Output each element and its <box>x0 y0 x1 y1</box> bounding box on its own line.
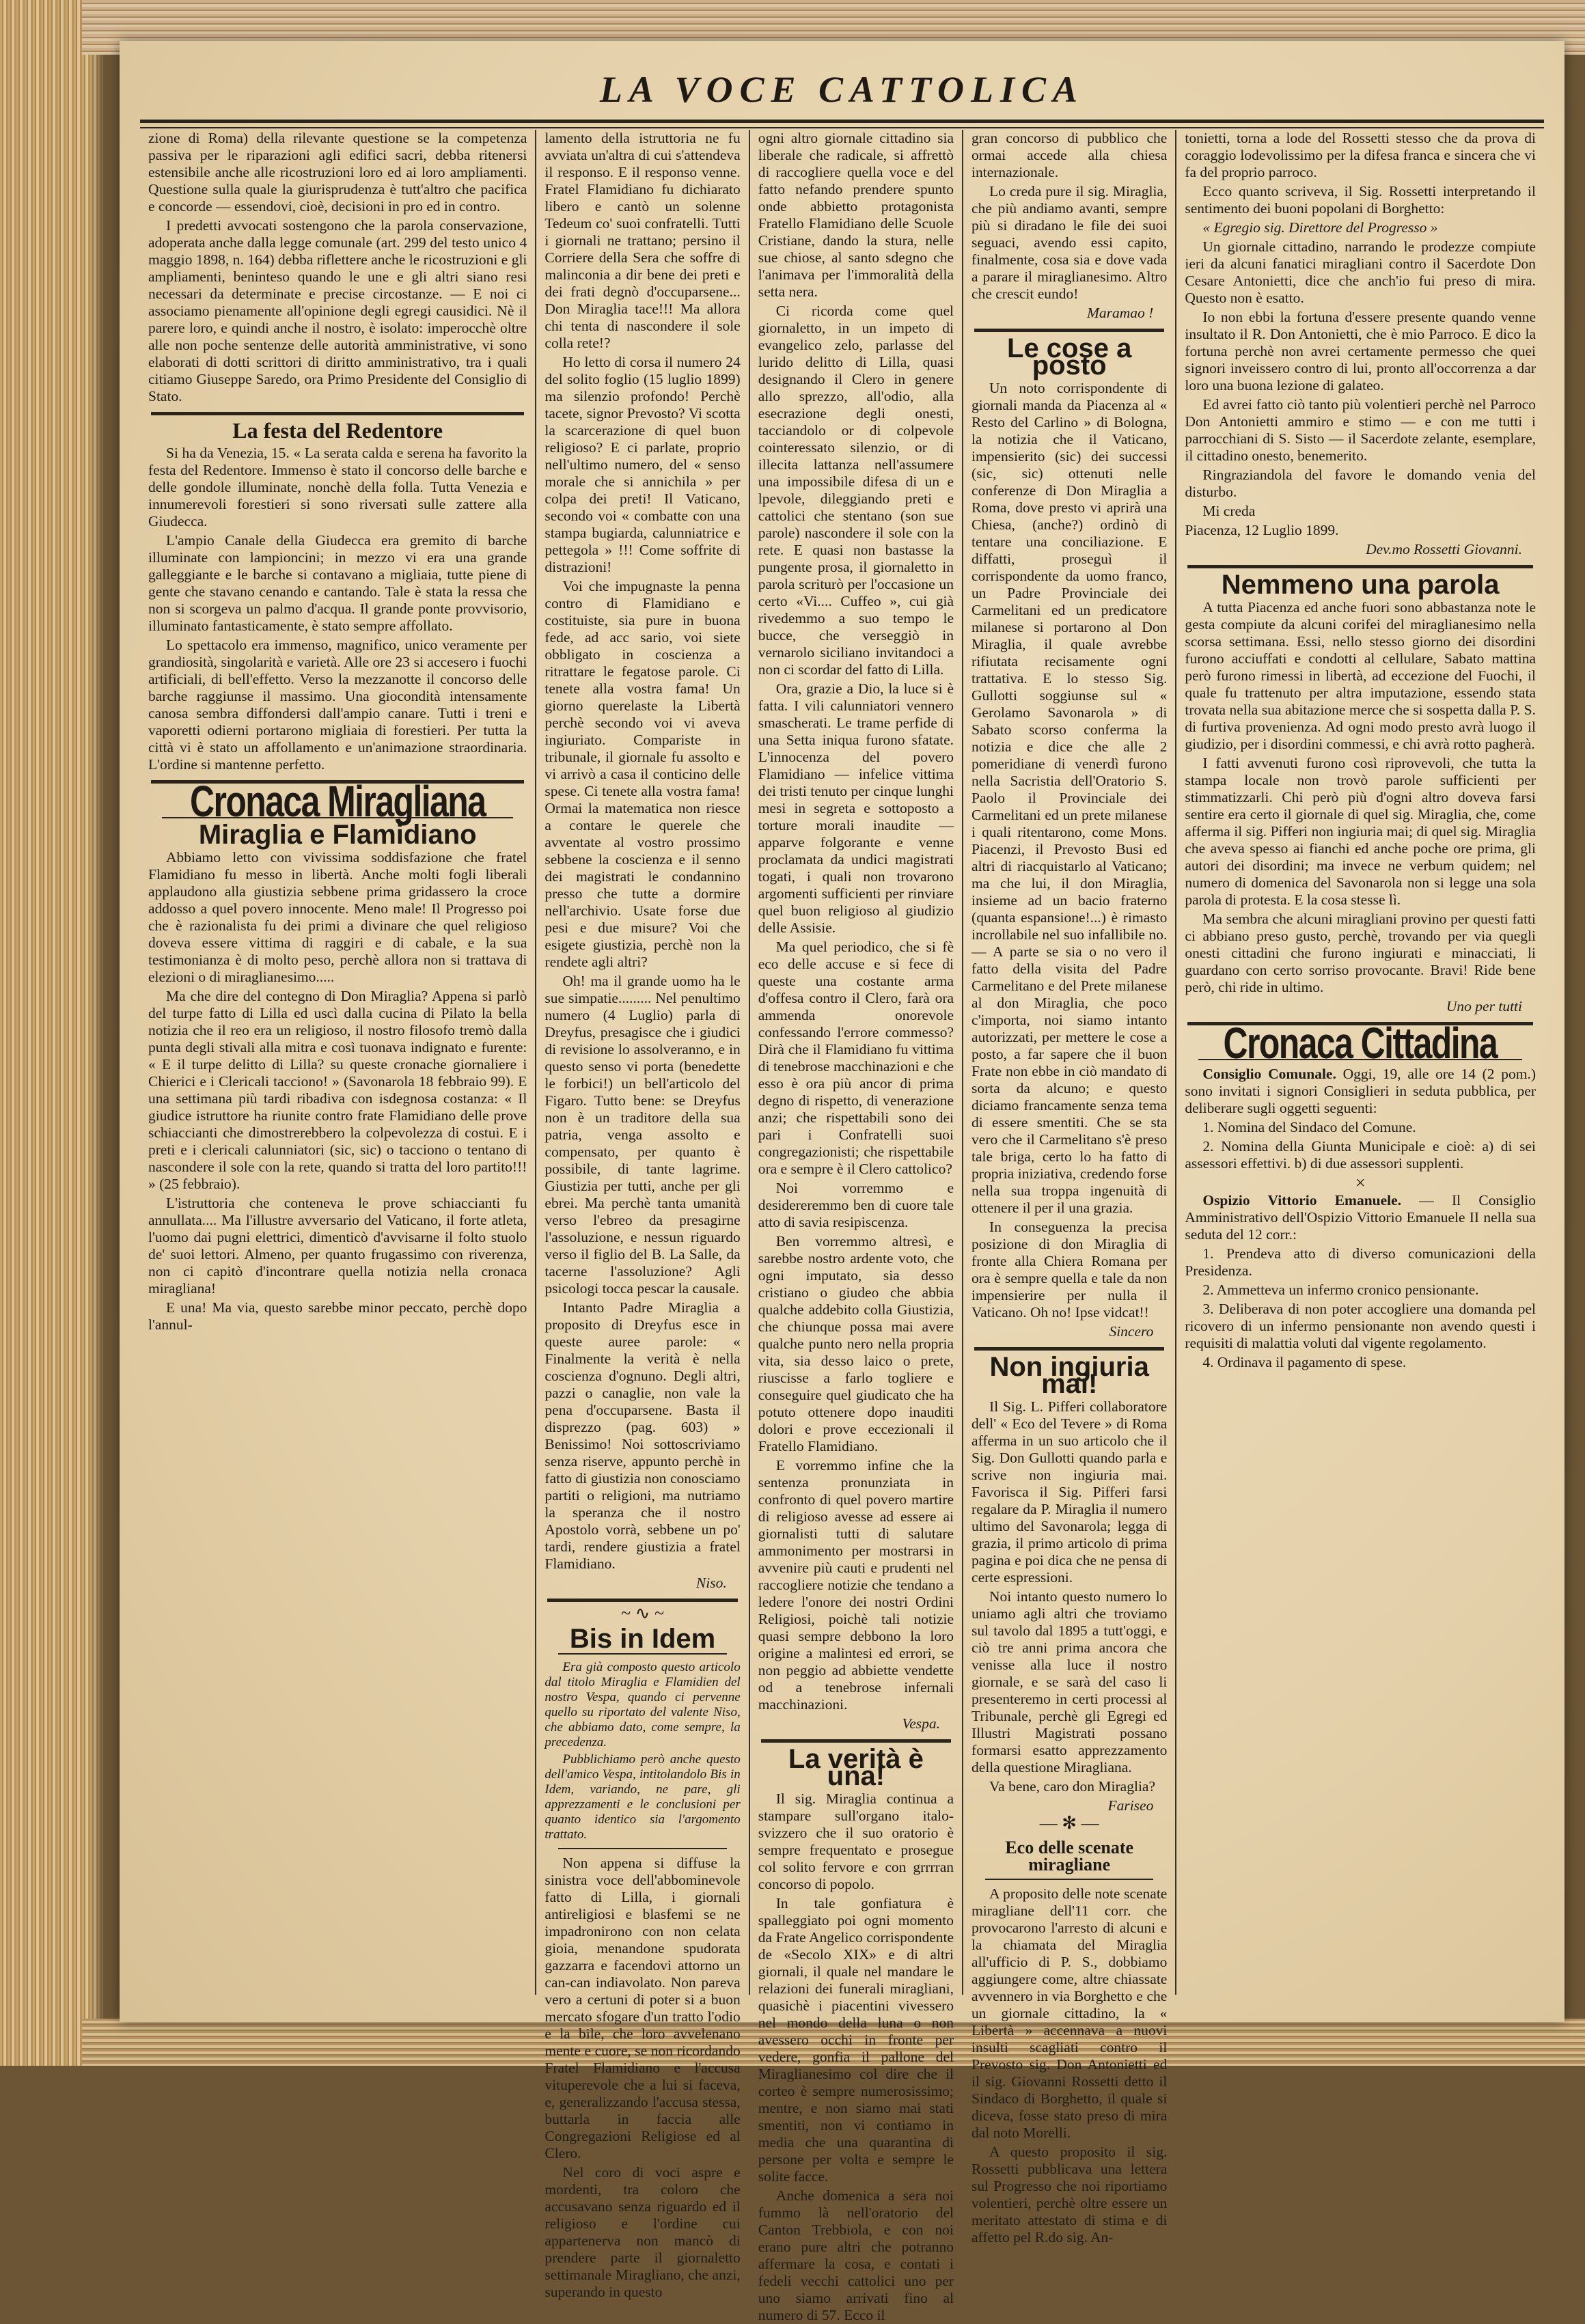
paragraph: E vorremmo infine che la sentenza pronunziata in confronto di quel povero martire di religioso avesse ad essere ai giornalisti tutti di salutare ammonimento per mostrarsi in avvenire più cauti e prudenti nel raccogliere notizie che tendano a ledere l'onore dei nostri Ordini Religiosi, poichè tali notizie quasi sempre debbono la loro origine a malintesi ed errori, se non peggio ad abbiette vendette od a tenebrose infernali macchinazioni. <box>758 1457 954 1713</box>
section-heading: Cronaca Cittadina <box>1223 1019 1498 1068</box>
paragraph: Io non ebbi la fortuna d'essere presente quando venne insultato il R. Don Antonietti, che è mio Parroco. E dico la fortuna perchè non avrei certamente permesso che quei signori inveissero contro di lui, pronto all'occorrenza a dar loro una buona lezione di galateo. <box>1185 309 1536 393</box>
cross-separator: × <box>1355 1173 1366 1193</box>
paragraph: Va bene, caro don Miraglia? <box>989 1778 1155 1795</box>
paragraph: tonietti, torna a lode del Rossetti stesso che da prova di coraggio lodevolissimo per la difesa franca e sincera che vi fa del proprio parroco. <box>1185 130 1536 180</box>
column-2 <box>535 130 748 2300</box>
paragraph: A proposito delle note scenate miragliane dell'11 corr. che provocarono l'arresto di alcuni e la chiamata del Miraglia all'ufficio di P. S., dobbiamo aggiungere come, altre chiassate avvennero in via Borghetto e che un giornale cittadino, la « Libertà » accennava a nuovi insulti scagliati contro il Prevosto sig. Don Antonietti ed il sig. Giovanni Rossetti detto il Sindaco di Borghetto, il quale si diceva, fosse stato preso di mira dal noto Morelli. <box>971 1885 1168 2141</box>
masthead-title: LA VOCE CATTOLICA <box>599 69 1085 110</box>
paragraph: Si ha da Venezia, 15. « La serata calda e serena ha favorito la festa del Redentore. Immenso è stato il concorso delle barche e delle gondole illuminate, nonchè della folla. Tutta Venezia e innumerevoli forestieri si sono riversati sulle zattere alla Giudecca. <box>148 445 527 529</box>
signature: Niso. <box>695 1575 727 1591</box>
signature: Uno per tutti <box>1446 998 1522 1014</box>
article-heading: Eco delle scenate miragliane <box>1005 1838 1134 1875</box>
divider <box>547 1599 737 1602</box>
list-item: 1. Prendeva atto di diverso comunicazioni della Presidenza. <box>1185 1245 1536 1279</box>
paragraph: A tutta Piacenza ed anche fuori sono abbastanza note le gesta compiute da alcuni corifei del miraglianesimo nella scorsa settimana. Essi, nello stesso giorno dei disordini furono acciuffati e condotti al cellulare, Sabato mattina però furono rimessi in libertà, ad eccezione del Fuochi, il quale fu trattenuto per altra imputazione, essendo stata trovata nella sua abitazione merce che si sospetta dalla P. S. di furtiva provenienza. Ad ogni modo presto avrà luogo il giudizio, per i disordini commessi, e chi avrà rotto pagherà. <box>1185 599 1536 752</box>
paragraph: gran concorso di pubblico che ormai accede alla chiesa internazionale. <box>971 130 1168 180</box>
paragraph: L'istruttoria che conteneva le prove schiaccianti fu annullata.... Ma l'illustre avversario del Vaticano, il forte atleta, l'uomo dai pugni elettrici, dimenticò d'avvisarne il folto stuolo de' suoi lettori. Almeno, per quanto frugassimo con riverenza, non ci capitò d'incontrare quella notizia nella cronaca miragliana! <box>148 1195 527 1297</box>
paragraph <box>1185 1192 1536 1243</box>
paragraph: Il Sig. L. Pifferi collaboratore dell' « Eco del Tevere » di Roma afferma in un suo articolo che il Sig. Don Gullotti quando parla e scrive non ingiuria mai. Favorisca il Sig. Pifferi farsi regalare da P. Miraglia il numero ultimo del Savonarola; legga di grazia, il primo articolo di prima pagina e poi dica che ne pensa di certe espressioni. <box>971 1398 1168 1586</box>
dateline: Piacenza, 12 Luglio 1899. <box>1185 522 1339 538</box>
article-heading: Nemmeno una parola <box>1221 570 1500 600</box>
paragraph: zione di Roma) della rilevante questione se la competenza passiva per le riparazioni agli edifici sacri, debba ritenersi estensibile anche alle ricostruzioni loro ed ai loro ampliamenti. Questione sulla quale la giurisprudenza è tutt'altro che pacifica e concorde — essendovi, cioè, decisioni in pro ed in contro. <box>148 130 527 215</box>
letter-salutation: « Egregio sig. Direttore del Progresso » <box>1202 219 1438 236</box>
list-item: 1. Nomina del Sindaco del Comune. <box>1202 1119 1416 1135</box>
paragraph <box>1185 1066 1536 1117</box>
divider <box>974 1347 1164 1351</box>
paragraph: Nel coro di voci aspre e mordenti, tra coloro che accusavano senza riguardo ed il religioso e l'ordine cui appartenerva non mancò di prendere parte il giornaletto settimanale Miragliano, che anzi, superando in questo <box>545 2164 741 2300</box>
divider <box>151 412 524 415</box>
signature: Vespa. <box>902 1715 941 1732</box>
signature: Sincero <box>1109 1323 1154 1340</box>
list-item: 4. Ordinava il pagamento di spese. <box>1202 1354 1407 1370</box>
paragraph: Lo creda pure il sig. Miraglia, che più andiamo avanti, sempre più si diradano le file dei suoi seguaci, avendo essi capito, finalmente, cosa sia e dove vada a parare il miraglianesimo. Altro che crescit eundo! <box>971 183 1168 302</box>
list-item: 3. Deliberava di non poter accogliere una domanda pel ricovero di un infermo pensionante non avendo questi i requisiti di malattia voluti dal vigente regolamento. <box>1185 1301 1536 1351</box>
article-heading: La festa del Redentore <box>232 418 443 443</box>
paragraph: lamento della istruttoria ne fu avviata un'altra di cui s'attendeva il responso. E il responso venne. Fratel Flamidiano fu dichiarato libero e cantò un solenne Tedeum co' suoi confratelli. Tutti i giornali ne trattano; persino il Corriere della Sera che soffre di malinconia a dir bene dei preti e dei frati degnò d'occuparsene... Don Miraglia tace!!! Ma allora chi tenta di nascondere il sole colla rete!? <box>545 130 741 351</box>
paragraph: Ecco quanto scriveva, il Sig. Rossetti interpretando il sentimento dei buoni popolani di Borghetto: <box>1185 183 1536 217</box>
paragraph: Ben vorremmo altresì, e sarebbe nostro ardente voto, che ogni imputato, sia desso cristiano o giudeo che abbia qualche addebito colla Giustizia, che chiunque possa mai avere qualche punto nero nella propria vita, sia desso laico o prete, riuscisse a farlo togliere e conseguire quel giudicato che ha potuto ottenere dopo inauditi dolori e prove eccezionali il Fratello Flamidiano. <box>758 1233 954 1454</box>
list-item: 2. Ammetteva un infermo cronico pensionante. <box>1202 1282 1479 1298</box>
item-text: — Il Consiglio Amministrativo dell'Ospizio Vittorio Emanuele II nella sua seduta del 12 corr.: <box>1185 1192 1536 1243</box>
article-heading: La verità è una! <box>788 1744 924 1791</box>
item-title: Ospizio Vittorio Emanuele. <box>1202 1192 1402 1208</box>
paragraph: Non appena si diffuse la sinistra voce dell'abbominevole fatto di Lilla, i giornali antireligiosi e blasfemi se ne impadronirono con non celata gioia, menandone spudorata gazzarra e facendovi attorno un can-can indiavolato. Non pareva vero a certuni di poter si a buon mercato sfogare d'un tratto l'odio e la bile, che loro avvelenano mente e cuore, se non ricordando Fratel Flamidiano e l'accusa vituperevole che a lui si faceva, e, generalizzando l'accusa stessa, buttarla in faccia alle Congregazioni Religiose ed al Clero. <box>545 1855 741 2161</box>
columns <box>140 130 1544 2323</box>
item-text: Oggi, 19, alle ore 14 (2 pom.) sono invitati i signori Consiglieri in seduta pubblica, per deliberare sugli oggetti seguenti: <box>1185 1066 1536 1116</box>
newspaper-page <box>120 41 1565 2323</box>
paragraph: Ringraziandola del favore le domando venia del disturbo. <box>1185 467 1536 500</box>
paragraph: Ma quel periodico, che si fè eco delle accuse e si fece di queste una costante arma d'offesa contro il Clero, farà ora ammenda onorevole confessando l'errore commesso? Dirà che il Flamidiano fu vittima di tenebrose macchinazioni e che esso è ora più ancor di prima degno di rispetto, di venerazione anzi; che rispettabili sono dei pari i Confratelli suoi congregazionisti; che rispettabile ora e sempre è il Clero cattolico? <box>758 939 954 1177</box>
item-title: Consiglio Comunale. <box>1202 1066 1336 1082</box>
paragraph: E una! Ma via, questo sarebbe minor peccato, perchè dopo l'annul- <box>148 1299 527 1333</box>
paragraph: Oh! ma il grande uomo ha le sue simpatie......... Nel penultimo numero (4 Luglio) parla di Dreyfus, presagisce che i giudici di revisione lo assolveranno, e in questo senso vi porta (benedette le forbici!) un bell'articolo del Figaro. Tutto bene: se Dreyfus non è un traditore della sua patria, venga assolto e compensato, per quanto è possibile, di tante lagrime. Giustizia per tutti, anche per gli ebrei. Ma perchè tanta umanità verso l'ebreo da presagirne l'assoluzione, e nessun riguardo verso il figlio del B. La Salle, da tacerne l'assoluzione? Agli psicologi tocca pescar la causale. <box>545 973 741 1297</box>
paragraph: Voi che impugnaste la penna contro di Flamidiano e costituiste, sia pure in buona fede, ad acc sario, voi siete obbligato in coscienza a ritrattare le fegatose parole. Ci tenete alla vostra fama! Un giorno querelaste la Libertà perchè secondo voi vi aveva ingiuriato. Compariste in tribunale, il giornale fu assolto e vi arrivò a casa il conticino delle spese. Ci tenete alla vostra fama! Ormai la matematica non riesce a contare le querele che avventate al vostro prossimo sebbene la coscienza e il senno dei magistrati le condannino presso che tutte a dormire nell'archivio. Usate forse due pesi e due misure? Voi che esigete giustizia, perchè non la rendete agli altri? <box>545 578 741 970</box>
section-heading: Cronaca Miragliana <box>189 777 486 826</box>
signature: Dev.mo Rossetti Giovanni. <box>1366 541 1522 557</box>
paragraph: Ho letto di corsa il numero 24 del solito foglio (15 luglio 1899) ma silenzio profondo! Perchè tacete, signor Prevosto? Vi scotta la scarcerazione di quel buon religioso? E ci parlate, proprio nell'ultimo numero, del « senso morale che si annichila » per colpa dei preti! Il Vaticano, secondo voi « combatte con una stampa bugiarda, calunniatrice e pettegola » !!! Come soffrite di distrazioni! <box>545 354 741 575</box>
signature: Fariseo <box>1107 1797 1154 1814</box>
paragraph: Un giornale cittadino, narrando le prodezze compiute ieri da alcuni fanatici miragliani contro il Sacerdote Don Cesare Antonietti, dice che anch'io fui preso di mira. Questo non è esatto. <box>1185 238 1536 306</box>
editor-note: Era già composto questo articolo dal titolo Miraglia e Flamidien del nostro Vespa, quando ci pervenne quello su riportato del valente Niso, che abbiamo dato, come sempre, la precedenza. <box>545 1660 741 1749</box>
divider <box>985 1879 1153 1880</box>
editor-note: Pubblichiamo però anche questo dell'amico Vespa, intitolandolo Bis in Idem, variando, ne pare, gli apprezzamenti e le conclusioni per quanto identico sia l'argomento trattato. <box>545 1752 741 1842</box>
header-rule <box>140 120 1544 123</box>
column-3 <box>749 130 962 2323</box>
divider <box>974 329 1164 332</box>
column-4 <box>962 130 1175 2245</box>
ornament: — ✻ — <box>1039 1813 1099 1833</box>
paragraph: Noi intanto questo numero lo uniamo agli altri che troviamo sul tavolo dal 1895 a tutt'oggi, e ciò tre anni prima ancora che venisse alla luce il nostro giornale, e se sarà del caso li presenteremo in certi processi al Tribunale, perchè gli Egregi ed Illustri Magistrati possano formarsi esatto apprezzamento della questione Miragliana. <box>971 1588 1168 1775</box>
paragraph: Abbiamo letto con vivissima soddisfazione che fratel Flamidiano fu messo in libertà. Anche molti fogli liberali applaudono alla giustizia sebbene prima gridassero la croce addosso a quel povero innocente. Meno male! Il Progresso poi che è razionalista fu dei primi a divinare che quel religioso doveva essere vittima di raggiri e di cabale, e la sua testimonianza è di molto peso, perchè allora non si trattava di elezioni o di miraglianesimo..... <box>148 849 527 985</box>
paragraph: ogni altro giornale cittadino sia liberale che radicale, si affrettò di raccogliere quella voce e del fatto nefando prendere spunto onde abbietto protagonista Fratello Flamidiano delle Scuole Cristiane, dando la stura, nelle sue chiose, al santo sdegno che l'animava per l'immoralità della setta nera. <box>758 130 954 300</box>
paragraph: In tale gonfiatura è spalleggiato poi ogni momento da Frate Angelico corrispondente de «Secolo XIX» e di altri giornali, il quale nel mandare le relazioni dei funerali miragliani, quasichè i piacentini vivessero nel mondo della luna o non avessero occhi in fronte per vedere, gonfia il pallone del Miraglianesimo col dire che il corteo è sempre numerosissimo; mentre, e non siamo mai stati smentiti, non vi contiamo in media che una quarantina di persone per volta e sempre le solite facce. <box>758 1895 954 2185</box>
paragraph: Anche domenica a sera noi fummo là nell'oratorio del Canton Trebbiola, e con noi erano pure altri che potranno affermare la cosa, e contati i fedeli vecchi cattolici uno per uno siamo arrivati fino al numero di 57. Ecco il <box>758 2187 954 2323</box>
page-header <box>120 68 1565 109</box>
article-heading: Bis in Idem <box>569 1624 716 1654</box>
ornament: ~ ∿ ~ <box>621 1603 665 1623</box>
article-heading: Non ingiuria mai! <box>989 1352 1149 1399</box>
paragraph: Il sig. Miraglia continua a stampare sull'organo italo-svizzero che il suo oratorio è sempre frequentato e prosegue col solito fervore e con grrrran concorso di popolo. <box>758 1790 954 1892</box>
paragraph: A questo proposito il sig. Rossetti pubblicava una lettera sul Progresso che noi riportiamo volentieri, perchè oltre essere un meritato attestato di stima e di affetto pel R.do sig. An- <box>971 2144 1168 2245</box>
letter-closing: Mi creda <box>1202 503 1256 519</box>
paragraph: I predetti avvocati sostengono che la parola conservazione, adoperata anche dalla legge comunale (art. 299 del testo unico 4 maggio 1898, n. 164) debba riflettere anche le ricostruzioni e gli ampliamenti, beninteso quando le une e gli altri siano resi necessari da determinate e precise circostanze. — E noi ci associamo pienamente all'opinione degli egregi causidici. Nè il parere loro, e quindi anche il nostro, è isolato: imperocchè oltre alle non poche sentenze delle autorità amministrative, vi sono elaborati di dotti scrittori di diritto amministrativo, tra i quali citiamo Giuseppe Saredo, ora Primo Presidente del Consiglio di Stato. <box>148 217 527 404</box>
paragraph: Intanto Padre Miraglia a proposito di Dreyfus esce in queste auree parole: « Finalmente la verità è nella coscienza d'ognuno. Degli altri, pazzi o canaglie, non vale la pena d'occuparsene. Basta il disprezzo (pag. 603) » Benissimo! Noi sottoscriviamo senza riserve, appunto perchè in fatto di giustizia non conosciamo partiti o religioni, ma nutriamo la speranza che il nostro Apostolo vorrà, sebbene un po' tardi, rendere giustizia a fratel Flamidiano. <box>545 1299 741 1572</box>
paragraph: Ma sembra che alcuni miragliani provino per questi fatti ci abbiano preso gusto, perchè, trovando per via quegli onesti cittadini che furono ingiurati e minacciati, li guardano con certo sorriso provocante. Bravi! Ride bene però, chi ride in ultimo. <box>1185 911 1536 995</box>
paragraph: In conseguenza la precisa posizione di don Miraglia di fronte alla Chiera Romana per ora è sempre quella e tale da non impensierire per nulla il Vaticano. Oh no! Ipse vidcat!! <box>971 1219 1168 1320</box>
divider <box>1187 565 1533 568</box>
book-spine-edge <box>0 0 102 2066</box>
article-heading: Miraglia e Flamidiano <box>198 820 477 850</box>
paragraph: Ed avrei fatto ciò tanto più volentieri perchè nel Parroco Don Antonietti ammiro e stimo — e con me tutti i parrocchiani di S. Sisto — il Sacerdote zelante, esemplare, il cittadino onesto, benemerito. <box>1185 396 1536 464</box>
paragraph: L'ampio Canale della Giudecca era gremito di barche illuminate con lampioncini; in mezzo vi era una grande galleggiante e le barche si contavano a migliaia, tutte piene di gente che stavano cenando e cantando. Tale è stata la ressa che non si scorgeva un palmo d'acqua. Il grande ponte provvisorio, illuminato fantasticamente, è stato sempre affollato. <box>148 532 527 634</box>
paragraph: Un noto corrispondente di giornali manda da Piacenza al « Resto del Carlino » di Bologna, la notizia che il Vaticano, impensierito (sic) dei successi (sic, sic) ottenuti nelle conferenze di Don Miraglia a Roma, dove presto vi aprirà una Chiesa, (anche?) ordinò di tentare una conciliazione. E diffatti, proseguì il corrispondente da uomo franco, un Padre Provinciale dei Carmelitani ed un predicatore milanese si portarono al Don Miraglia, il quale avrebbe rifiutata recisamente ogni trattativa. E lo stesso Sig. Gullotti soggiunse sul « Gerolamo Savonarola » di Sabato scorso conferma la notizia e dice che alle 2 pomeridiane di venerdì furono nella Sacristia dell'Oratorio S. Paolo il Provinciale dei Carmelitani ed un prete milanese i quali ritentarono, come Mons. Piacenzi, il Prevosto Busi ed altri di riacquistarlo al Vaticano; ma che lui, il don Miraglia, insieme ad un bacio fraterno (quanta espansione!...) è rimasto incrollabile nel suo infallibile no. — A parte se sia o no vero il fatto della visita del Padre Carmelitano e del Prete milanese al don Miraglia, che poco c'importa, noi siamo intanto autorizzati, per mettere le cose a posto, a far sapere che il buon Frate non ebbe in ciò mandato di sorta da alcuno; e questo diciamo francamente senza tema di essere smentiti. Che se sta vero che il Carmelitano s'è preso tale briga, certo lo ha fatto di propria iniziativa, credendo forse nella sua troppa ingenuità di ottenere il per il una grazia. <box>971 380 1168 1216</box>
divider <box>558 1848 726 1849</box>
column-5 <box>1175 130 1544 1995</box>
paragraph: Ma che dire del contegno di Don Miraglia? Appena si parlò del turpe fatto di Lilla ed uscì dalla cucina di Pilato la bella notizia che il reo era un religioso, il nostro filosofo tremò dalla punta degli stivali alla mitra e così tuonava indignato e furente: « E il turpe delitto di Lilla? su queste cronache giornaliere i Chierici e i Clericali tacciono! » (Savonarola 18 febbraio 99). E una settimana più tardi ribadiva con isdegnosa costanza: « Il giudice istruttore ha riunite contro frate Flamidiano delle prove schiaccianti che dimostrerebbero la colpevolezza di costui. E i preti e i clericali calunniatori (sic, sic) o tacciono o tentano di nascondere il sole con la rete, quando si tratta del loro partito!!! » (25 febbraio). <box>148 988 527 1192</box>
list-item: 2. Nomina della Giunta Municipale e cioè: a) di sei assessori effettivi. b) di due assessori supplenti. <box>1185 1138 1536 1172</box>
signature: Maramao ! <box>1087 305 1154 321</box>
divider <box>761 1739 951 1743</box>
paragraph: Ora, grazie a Dio, la luce si è fatta. I vili calunniatori vennero smascherati. Le trame perfide di una Setta iniqua furono sfatate. L'innocenza del povero Flamidiano — infelice vittima dei tristi tenuto per cinque lunghi mesi in segreta e sottoposto a torture morali inaudite — apparve folgorante e venne proclamata da undici magistrati togati, i quali non trovarono argomenti sufficienti per rinviare quel buon religioso al giudizio delle Assisie. <box>758 680 954 936</box>
article-heading: Le cose a posto <box>1007 333 1132 381</box>
paragraph: I fatti avvenuti furono così riprovevoli, che tutta la stampa locale non trovò parole sufficienti per stimmatizzarli. Chi però più d'ogni altro doveva farsi sentire era certo il giornale di quel sig. Miraglia, che, come afferma il sig. Pifferi non ingiuria mai; di quel sig. Miraglia che aveva spesso ai fianchi ed anche poche ore prima, gli autori dei disordini; ma invece ne verbum quidem; nel numero di domenica del Savonarola non si legge una sola parola di protesta. E la cosa stesse lì. <box>1185 755 1536 908</box>
paragraph: Lo spettacolo era immenso, magnifico, unico veramente per grandiosità, singolarità e varietà. Alle ore 23 si accesero i fuochi artificiali, di bell'effetto. Verso la mezzanotte il concorso delle barche raggiunse il massimo. Una giocondità intensamente canosa sembra diffondersi dall'ampio canare. Tutti i treni e vaporetti odierni portarono migliaia di forestieri. Per tutta la città vi è stato un affollamento e un'animazione straordinaria. L'ordine si mantenne perfetto. <box>148 637 527 773</box>
paragraph: Ci ricorda come quel giornaletto, in un impeto di evangelico zelo, parlasse del lurido delitto di Lilla, quasi designando il Clero in genere allo sprezzo, all'odio, alla esecrazione degli onesti, tacciandolo or di colpevole cointeressato silenzio, or di illecita lattanza nell'assumere una impossibile difesa di un e lpevole, dileggiando preti e cattolici che stentano (son sue parole) nascondere il sole con la rete. E quasi non bastasse la pungente prosa, il giornaletto in parola scriturò per l'occasione un certo «Vi.... Cuffeo », cui già rivedemmo a suo tempo le bucce, che verseggiò in vernarolo siciliano invitandoci a non ci scordar del fatto di Lilla. <box>758 303 954 678</box>
column-1 <box>140 130 535 1995</box>
paragraph: Noi vorremmo e desidereremmo ben di cuore tale atto di savia resipiscenza. <box>758 1180 954 1230</box>
